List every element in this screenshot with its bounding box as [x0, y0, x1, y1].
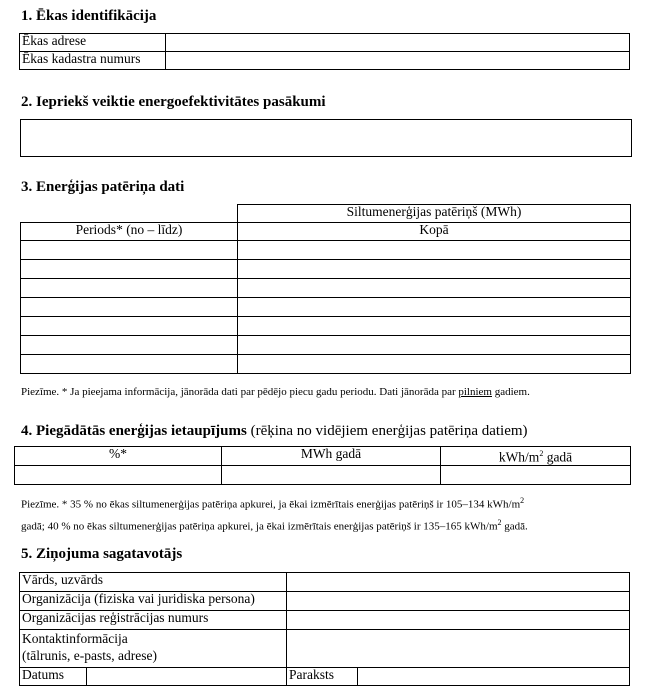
address-label: Ēkas adrese — [20, 34, 166, 52]
total-cell[interactable] — [238, 260, 631, 279]
period-cell[interactable] — [21, 355, 238, 374]
note-line-1 — [21, 492, 528, 514]
period-cell[interactable] — [21, 260, 238, 279]
savings-table — [14, 446, 631, 485]
contact-field[interactable] — [287, 630, 630, 668]
org-field[interactable] — [287, 592, 630, 611]
mwh-header: MWh gadā — [222, 447, 441, 466]
total-cell[interactable] — [238, 336, 631, 355]
section-3-title: 3. Enerģijas patēriņa dati — [21, 179, 185, 195]
total-cell[interactable] — [238, 355, 631, 374]
note-line-2-text: gadā; 40 % no ēkas siltumenerģijas patēriņa apkurei, ja ēkai izmērītais enerģijas patēriņš ir 135–165 kWh/m — [21, 520, 498, 533]
note-line-2-sup: 2 — [497, 517, 502, 527]
section-5-title: 5. Ziņojuma sagatavotājs — [21, 546, 183, 562]
signature-label: Paraksts — [287, 668, 358, 686]
date-field[interactable] — [87, 668, 287, 686]
percent-cell[interactable] — [15, 465, 222, 484]
total-cell[interactable] — [238, 298, 631, 317]
section-4-title-bold: 4. Piegādātās enerģijas ietaupījums — [21, 423, 247, 439]
kwh-unit-end: gadā — [543, 449, 573, 465]
section-2-title: 2. Iepriekš veiktie energoefektivitātes pasākumi — [21, 94, 326, 110]
kwh-sup: 2 — [539, 449, 544, 458]
contact-label — [20, 630, 287, 668]
section-4-title-rest: (rēķina no vidējiem enerģijas patēriņa datiem) — [246, 423, 528, 439]
reg-field[interactable] — [287, 611, 630, 630]
period-cell[interactable] — [21, 336, 238, 355]
section-1-title: 1. Ēkas identifikācija — [21, 8, 157, 24]
period-cell[interactable] — [21, 241, 238, 260]
note-underlined: pilniem — [458, 386, 492, 398]
period-cell[interactable] — [21, 279, 238, 298]
period-cell[interactable] — [21, 317, 238, 336]
contact-label-1: Kontaktinformācija — [22, 631, 128, 646]
preparer-table — [19, 572, 630, 686]
consumption-table — [20, 222, 631, 374]
cadastre-label: Ēkas kadastra numurs — [20, 52, 166, 70]
kwh-cell[interactable] — [441, 465, 631, 484]
reg-label: Organizācijas reģistrācijas numurs — [20, 611, 287, 630]
note-line-2 — [21, 514, 528, 536]
total-cell[interactable] — [238, 241, 631, 260]
heat-header-table — [237, 204, 631, 223]
name-field[interactable] — [287, 573, 630, 592]
address-field[interactable] — [166, 34, 630, 52]
org-label: Organizācija (fiziska vai juridiska persona) — [20, 592, 287, 611]
period-header: Periods* (no – līdz) — [21, 223, 238, 241]
percent-header: %* — [15, 447, 222, 466]
total-cell[interactable] — [238, 279, 631, 298]
measures-field[interactable] — [20, 119, 632, 157]
building-id-table — [19, 33, 630, 70]
total-cell[interactable] — [238, 317, 631, 336]
note-line-1-sup: 2 — [520, 496, 525, 505]
section-4-note — [21, 492, 528, 535]
cadastre-field[interactable] — [166, 52, 630, 70]
note-line-2-end: gadā. — [501, 520, 528, 533]
total-header: Kopā — [238, 223, 631, 241]
kwh-unit: kWh/m — [498, 449, 540, 465]
heat-consumption-header: Siltumenerģijas patēriņš (MWh) — [238, 205, 631, 223]
section-3-note — [21, 384, 530, 401]
name-label: Vārds, uzvārds — [20, 573, 287, 592]
note-text-end: gadiem. — [491, 386, 530, 398]
period-cell[interactable] — [21, 298, 238, 317]
kwh-header — [441, 447, 631, 466]
note-line-1-text: Piezīme. * 35 % no ēkas siltumenerģijas patēriņa apkurei, ja ēkai izmērītais enerģijas patēriņš ir 105–134 kWh/m — [21, 498, 521, 511]
contact-label-2: (tālrunis, e-pasts, adrese) — [22, 648, 157, 663]
date-label: Datums — [20, 668, 87, 686]
signature-field[interactable] — [358, 668, 630, 686]
mwh-cell[interactable] — [222, 465, 441, 484]
section-4-title — [21, 423, 528, 440]
note-text: Piezīme. * Ja pieejama informācija, jānorāda dati par pēdējo piecu gadu periodu. Dati jānorāda par — [21, 386, 459, 398]
